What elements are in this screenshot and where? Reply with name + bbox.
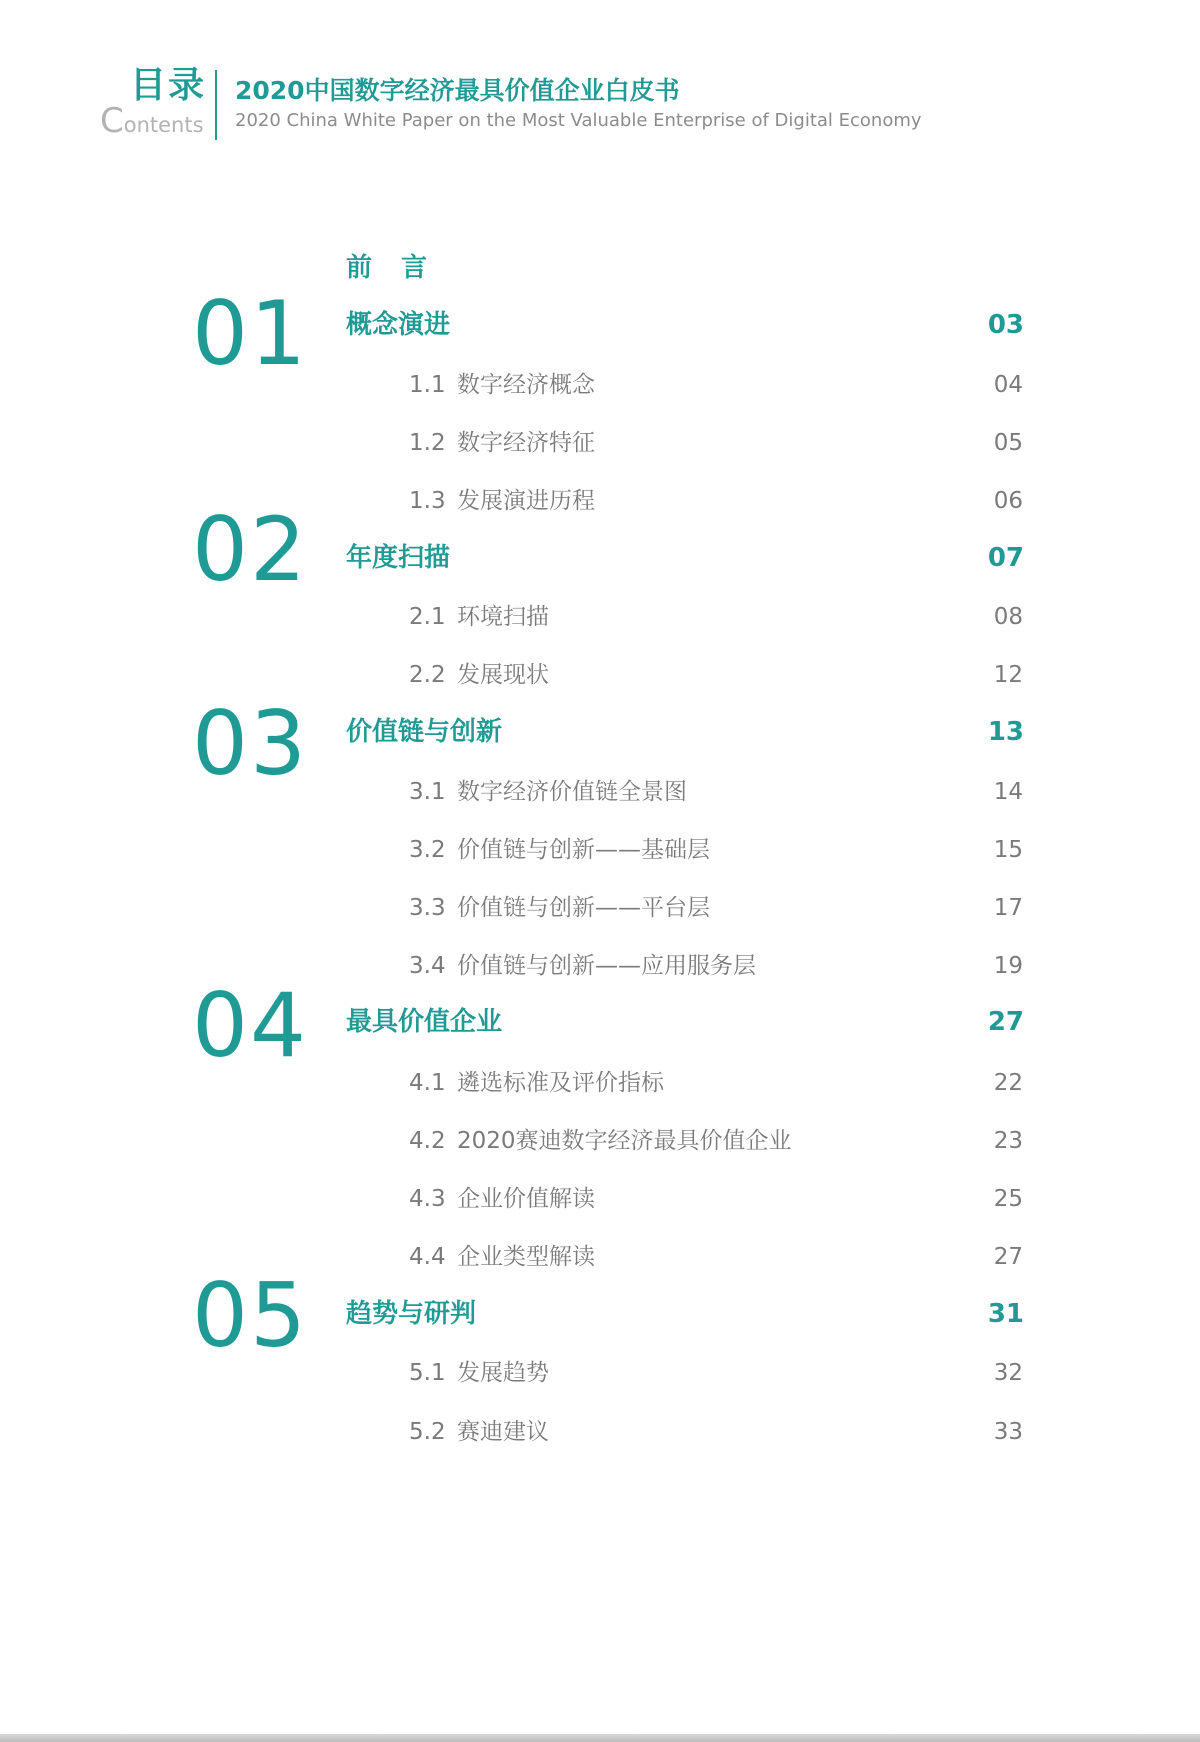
section-page: 12 (993, 662, 1023, 688)
section-number: 3.4 (409, 953, 446, 979)
section-number: 2.2 (409, 662, 446, 688)
section-number: 4.1 (409, 1070, 446, 1096)
document-title: 2020中国数字经济最具价值企业白皮书 (235, 76, 680, 105)
section-title[interactable]: 发展演进历程 (457, 488, 595, 514)
section-page: 17 (993, 895, 1023, 921)
section-page: 08 (993, 604, 1023, 630)
chapter-number: 04 (192, 974, 308, 1077)
section-page: 15 (993, 837, 1023, 863)
page-bottom-edge (0, 1734, 1200, 1742)
section-title[interactable]: 赛迪建议 (457, 1419, 549, 1445)
section-title[interactable]: 价值链与创新——应用服务层 (457, 953, 756, 979)
toc-preface[interactable]: 前 言 (346, 253, 438, 283)
section-number: 3.3 (409, 895, 446, 921)
section-number: 4.2 (409, 1128, 446, 1154)
section-number: 1.3 (409, 488, 446, 514)
section-page: 06 (993, 488, 1023, 514)
chapter-title[interactable]: 趋势与研判 (346, 1299, 477, 1329)
section-title[interactable]: 价值链与创新——基础层 (457, 837, 710, 863)
contents-label-en (100, 101, 204, 141)
section-title[interactable]: 数字经济特征 (457, 430, 595, 456)
chapter-title[interactable]: 概念演进 (346, 310, 451, 340)
chapter-title[interactable]: 最具价值企业 (346, 1007, 503, 1037)
section-number: 1.1 (409, 372, 446, 398)
section-title[interactable]: 企业类型解读 (457, 1244, 595, 1270)
section-title[interactable]: 遴选标准及评价指标 (457, 1070, 664, 1096)
section-title[interactable]: 价值链与创新——平台层 (457, 895, 710, 921)
section-page: 14 (993, 779, 1023, 805)
chapter-page: 27 (987, 1007, 1024, 1037)
section-number: 1.2 (409, 430, 446, 456)
section-page: 23 (993, 1128, 1023, 1154)
chapter-title[interactable]: 年度扫描 (346, 543, 451, 573)
chapter-number: 05 (192, 1264, 308, 1367)
section-number: 4.4 (409, 1244, 446, 1270)
document-subtitle: 2020 China White Paper on the Most Valuable Enterprise of Digital Economy (235, 110, 922, 131)
section-number: 2.1 (409, 604, 446, 630)
section-title[interactable]: 发展现状 (457, 662, 549, 688)
chapter-page: 03 (987, 310, 1024, 340)
section-number: 5.2 (409, 1419, 446, 1445)
section-number: 4.3 (409, 1186, 446, 1212)
section-title[interactable]: 数字经济价值链全景图 (457, 779, 687, 805)
chapter-number: 02 (192, 498, 308, 601)
chapter-title[interactable]: 价值链与创新 (346, 717, 503, 747)
contents-label-rest: ontents (123, 113, 204, 137)
chapter-page: 31 (987, 1299, 1024, 1329)
section-title[interactable]: 数字经济概念 (457, 372, 595, 398)
section-page: 19 (993, 953, 1023, 979)
section-page: 05 (993, 430, 1023, 456)
contents-label-cn: 目录 (130, 65, 207, 106)
section-number: 3.1 (409, 779, 446, 805)
section-page: 04 (993, 372, 1023, 398)
chapter-page: 13 (987, 717, 1024, 747)
section-page: 25 (993, 1186, 1023, 1212)
header-divider (215, 70, 217, 140)
section-page: 27 (993, 1244, 1023, 1270)
section-page: 32 (993, 1360, 1023, 1386)
section-title[interactable]: 2020赛迪数字经济最具价值企业 (457, 1128, 792, 1154)
section-number: 3.2 (409, 837, 446, 863)
contents-label-initial: C (100, 101, 124, 141)
chapter-page: 07 (987, 543, 1024, 573)
section-title[interactable]: 企业价值解读 (457, 1186, 595, 1212)
section-page: 33 (993, 1419, 1023, 1445)
section-page: 22 (993, 1070, 1023, 1096)
chapter-number: 01 (192, 282, 308, 385)
section-title[interactable]: 发展趋势 (457, 1360, 549, 1386)
section-title[interactable]: 环境扫描 (457, 604, 549, 630)
chapter-number: 03 (192, 692, 308, 795)
section-number: 5.1 (409, 1360, 446, 1386)
